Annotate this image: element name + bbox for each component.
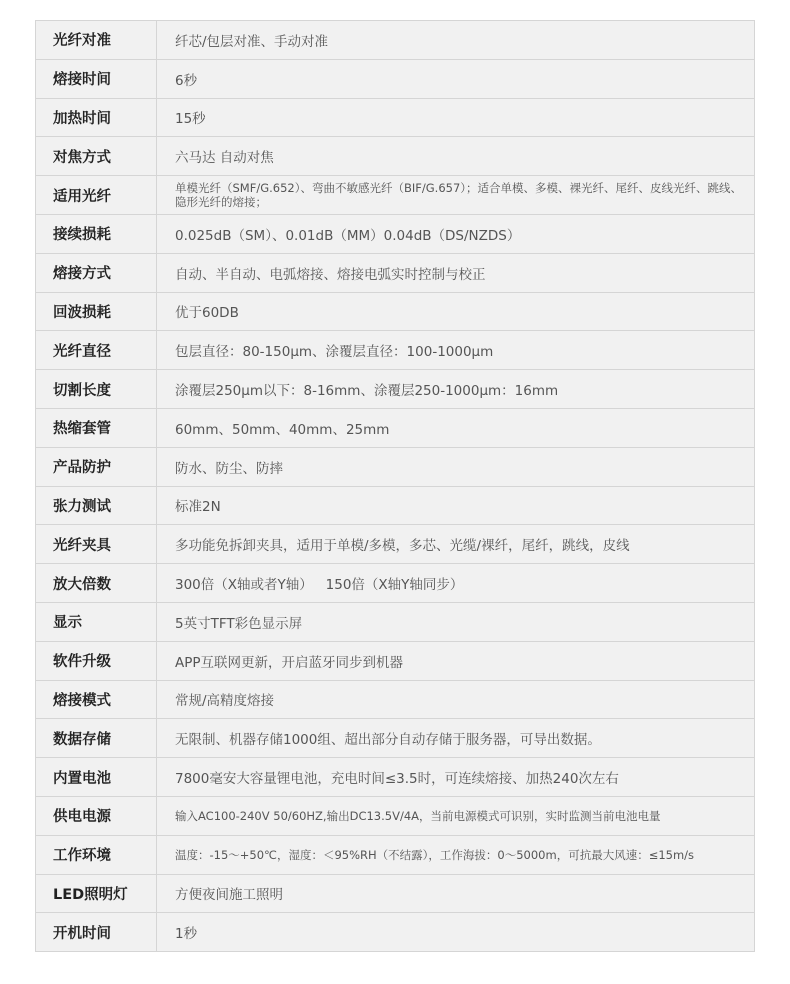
spec-row: [36, 60, 754, 99]
spec-label: 产品防护: [36, 448, 157, 486]
spec-value: 5英寸TFT彩色显示屏: [175, 615, 303, 632]
spec-row: [36, 758, 754, 797]
spec-label: 光纤夹具: [36, 525, 157, 563]
spec-label: 供电电源: [36, 797, 157, 835]
spec-label: 熔接时间: [36, 60, 157, 98]
spec-label: 回波损耗: [36, 293, 157, 331]
spec-label: 数据存储: [36, 719, 157, 757]
spec-value: 输入AC100-240V 50/60HZ,输出DC13.5V/4A，当前电源模式可识别，实时监测当前电池电量: [175, 808, 661, 823]
spec-value: 优于60DB: [175, 305, 239, 322]
spec-value: 防水、防尘、防摔: [175, 460, 283, 477]
spec-label: 工作环境: [36, 836, 157, 874]
spec-row: [36, 681, 754, 720]
spec-row: [36, 331, 754, 370]
spec-row: [36, 525, 754, 564]
spec-row: [36, 564, 754, 603]
spec-row: [36, 603, 754, 642]
spec-value: 六马达 自动对焦: [175, 150, 274, 167]
spec-table: [35, 20, 755, 952]
spec-label: 软件升级: [36, 642, 157, 680]
spec-value: 0.025dB（SM）、0.01dB（MM）0.04dB（DS/NZDS）: [175, 227, 521, 244]
spec-label: 切割长度: [36, 370, 157, 408]
spec-row: [36, 797, 754, 836]
spec-value: 温度：-15～+50℃，湿度：＜95%RH（不结露），工作海拔：0～5000m，可抗最大风速：≤15m/s: [175, 847, 695, 862]
spec-value: 常规/高精度熔接: [175, 693, 275, 710]
spec-value: 多功能免拆卸夹具，适用于单模/多模，多芯、光缆/裸纤，尾纤，跳线，皮线: [175, 538, 630, 555]
spec-row: [36, 99, 754, 138]
spec-value: 涂覆层250μm以下：8-16mm、涂覆层250-1000μm：16mm: [175, 383, 559, 400]
spec-label: 光纤直径: [36, 331, 157, 369]
spec-value: 自动、半自动、电弧熔接、熔接电弧实时控制与校正: [175, 266, 486, 283]
spec-row: [36, 176, 754, 215]
spec-label: 光纤对准: [36, 21, 157, 59]
spec-label: 热缩套管: [36, 409, 157, 447]
spec-label: 接续损耗: [36, 215, 157, 253]
spec-row: [36, 21, 754, 60]
spec-label: 熔接方式: [36, 254, 157, 292]
spec-row: [36, 137, 754, 176]
spec-value: 1秒: [175, 926, 198, 943]
spec-row: [36, 370, 754, 409]
spec-label: LED照明灯: [36, 875, 157, 913]
spec-row: [36, 254, 754, 293]
spec-row: [36, 642, 754, 681]
spec-row: [36, 215, 754, 254]
spec-row: [36, 836, 754, 875]
spec-value: 标准2N: [175, 499, 221, 516]
spec-value: 15秒: [175, 111, 206, 128]
spec-label: 适用光纤: [36, 176, 157, 214]
spec-value: 单模光纤（SMF/G.652）、弯曲不敏感光纤（BIF/G.657）；适合单模、多模、裸光纤、尾纤、皮线光纤、跳线、隐形光纤的熔接；: [175, 181, 743, 210]
spec-value: 6秒: [175, 72, 198, 89]
spec-value: 方便夜间施工照明: [175, 887, 283, 904]
spec-label: 显示: [36, 603, 157, 641]
spec-label: 张力测试: [36, 487, 157, 525]
spec-label: 内置电池: [36, 758, 157, 796]
spec-value: APP互联网更新，开启蓝牙同步到机器: [175, 654, 404, 671]
spec-value: 60mm、50mm、40mm、25mm: [175, 421, 390, 438]
spec-row: [36, 487, 754, 526]
spec-label: 熔接模式: [36, 681, 157, 719]
spec-label: 加热时间: [36, 99, 157, 137]
spec-row: [36, 409, 754, 448]
spec-value: 7800毫安大容量锂电池，充电时间≤3.5时，可连续熔接、加热240次左右: [175, 771, 619, 788]
spec-value: 纤芯/包层对准、手动对准: [175, 33, 329, 50]
spec-value: 300倍（X轴或者Y轴） 150倍（X轴Y轴同步）: [175, 577, 464, 594]
spec-row: [36, 448, 754, 487]
spec-row: [36, 913, 754, 951]
spec-row: [36, 293, 754, 332]
spec-label: 开机时间: [36, 913, 157, 951]
spec-row: [36, 719, 754, 758]
spec-value: 无限制、机器存储1000组、超出部分自动存储于服务器，可导出数据。: [175, 732, 601, 749]
spec-row: [36, 875, 754, 914]
spec-value: 包层直径：80-150μm、涂覆层直径：100-1000μm: [175, 344, 494, 361]
spec-label: 放大倍数: [36, 564, 157, 602]
spec-label: 对焦方式: [36, 137, 157, 175]
